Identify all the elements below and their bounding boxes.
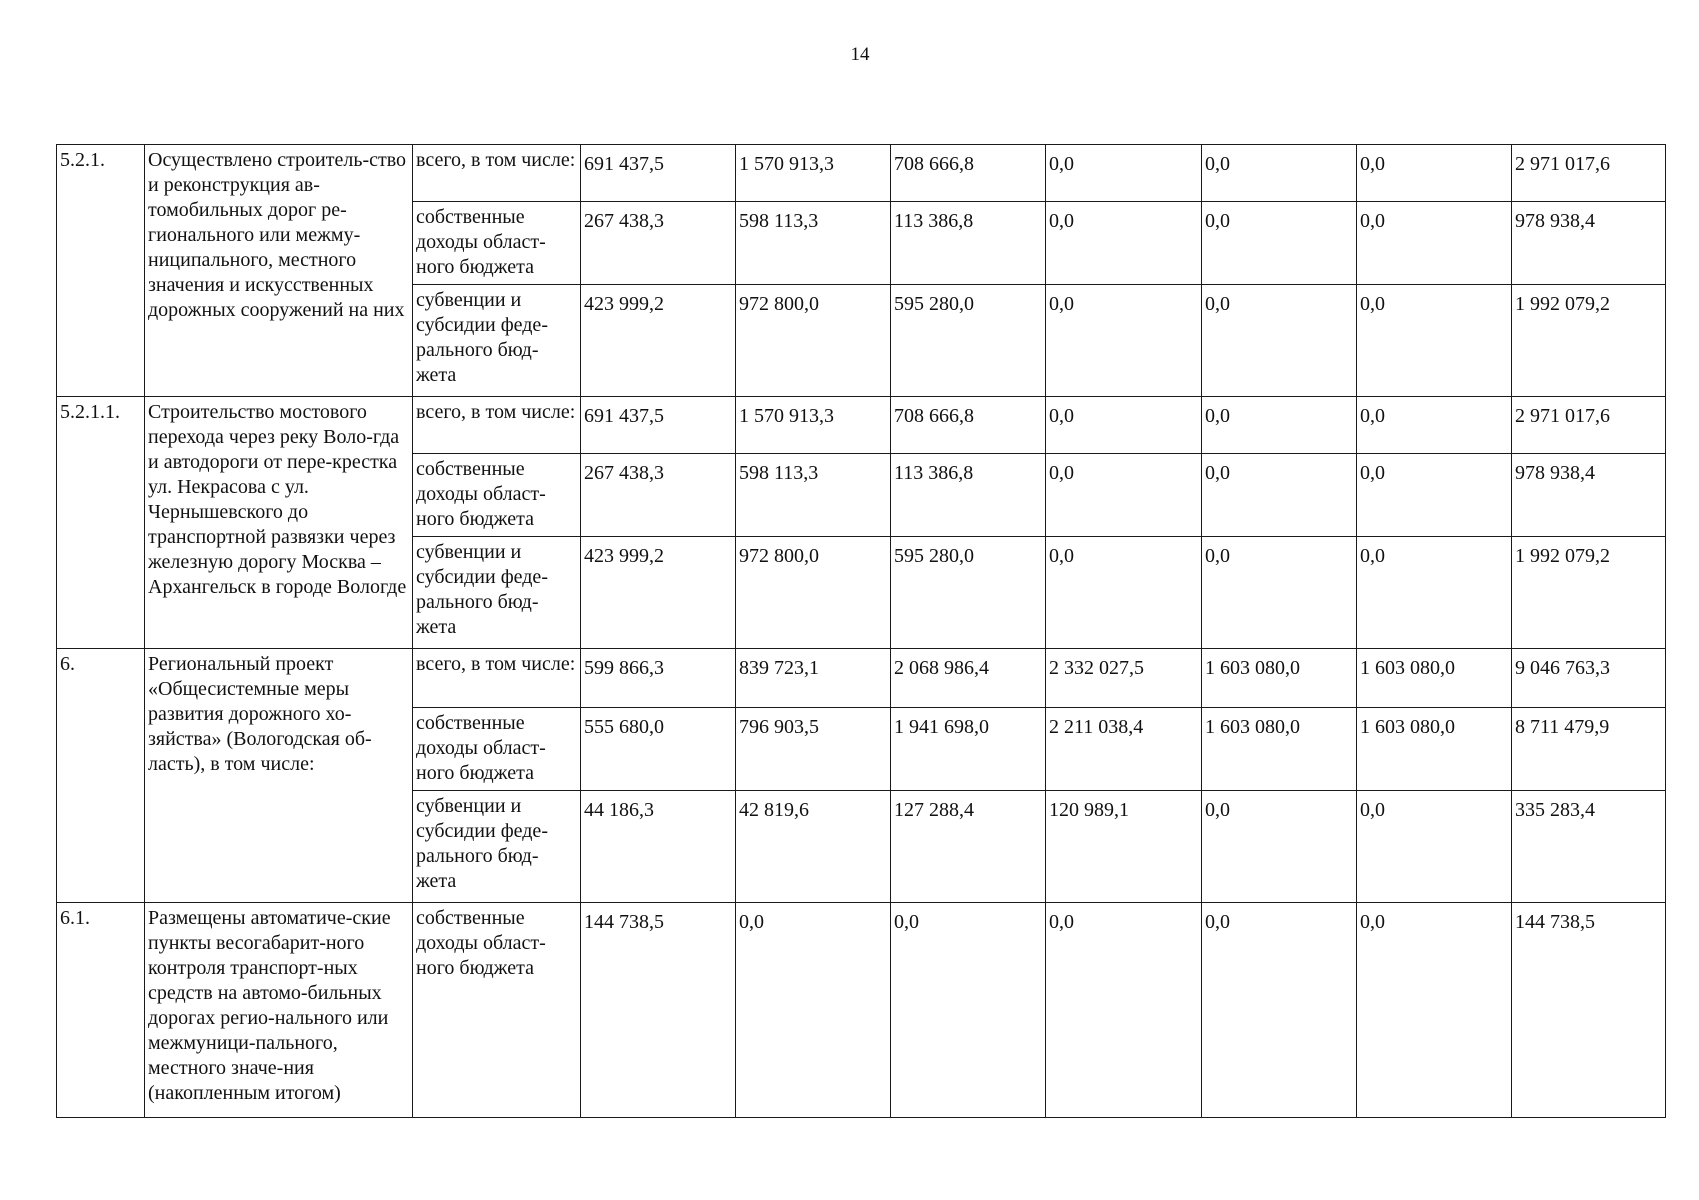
value-cell: 0,0 [1357, 397, 1512, 454]
value-cell: 0,0 [1046, 454, 1202, 537]
budget-table [56, 144, 1666, 1118]
value-cell: 0,0 [1202, 537, 1357, 649]
funding-source: всего, в том числе: [413, 145, 581, 202]
value-cell: 0,0 [1357, 791, 1512, 903]
total-cell: 2 971 017,6 [1512, 145, 1666, 202]
value-cell: 2 332 027,5 [1046, 649, 1202, 708]
value-cell: 0,0 [1046, 397, 1202, 454]
row-number: 6.1. [57, 903, 145, 1118]
funding-source: субвенции и субсидии феде-рального бюд-жета [413, 791, 581, 903]
funding-source: субвенции и субсидии феде-рального бюд-жета [413, 537, 581, 649]
value-cell: 1 603 080,0 [1202, 649, 1357, 708]
value-cell: 2 211 038,4 [1046, 708, 1202, 791]
table-row [57, 903, 1666, 1118]
total-cell: 2 971 017,6 [1512, 397, 1666, 454]
value-cell: 708 666,8 [891, 397, 1046, 454]
value-cell: 708 666,8 [891, 145, 1046, 202]
value-cell: 595 280,0 [891, 537, 1046, 649]
value-cell: 0,0 [1357, 454, 1512, 537]
table-row [57, 397, 1666, 454]
value-cell: 144 738,5 [581, 903, 736, 1118]
row-name: Региональный проект «Общесистемные меры развития дорожного хо-зяйства» (Вологодская об-ласть), в том числе: [145, 649, 413, 903]
table-row [57, 649, 1666, 708]
value-cell: 423 999,2 [581, 537, 736, 649]
row-number: 5.2.1. [57, 145, 145, 397]
value-cell: 0,0 [1357, 903, 1512, 1118]
value-cell: 0,0 [1357, 145, 1512, 202]
value-cell: 0,0 [1202, 791, 1357, 903]
value-cell: 0,0 [1202, 285, 1357, 397]
value-cell: 972 800,0 [736, 537, 891, 649]
value-cell: 555 680,0 [581, 708, 736, 791]
value-cell: 0,0 [1046, 285, 1202, 397]
value-cell: 0,0 [1046, 145, 1202, 202]
value-cell: 691 437,5 [581, 145, 736, 202]
value-cell: 0,0 [1357, 202, 1512, 285]
row-number: 6. [57, 649, 145, 903]
funding-source: всего, в том числе: [413, 649, 581, 708]
total-cell: 1 992 079,2 [1512, 285, 1666, 397]
value-cell: 0,0 [736, 903, 891, 1118]
value-cell: 0,0 [1357, 285, 1512, 397]
value-cell: 595 280,0 [891, 285, 1046, 397]
row-name: Осуществлено строитель-ство и реконструкция ав-томобильных дорог ре-гионального или межму-ниципального, местного значения и искусственных дорожных сооружений на них [145, 145, 413, 397]
funding-source: собственные доходы област-ного бюджета [413, 454, 581, 537]
value-cell: 0,0 [1046, 537, 1202, 649]
total-cell: 1 992 079,2 [1512, 537, 1666, 649]
row-number: 5.2.1.1. [57, 397, 145, 649]
value-cell: 1 570 913,3 [736, 397, 891, 454]
total-cell: 978 938,4 [1512, 454, 1666, 537]
value-cell: 44 186,3 [581, 791, 736, 903]
value-cell: 1 603 080,0 [1357, 649, 1512, 708]
funding-source: всего, в том числе: [413, 397, 581, 454]
value-cell: 267 438,3 [581, 202, 736, 285]
value-cell: 598 113,3 [736, 202, 891, 285]
value-cell: 120 989,1 [1046, 791, 1202, 903]
value-cell: 796 903,5 [736, 708, 891, 791]
value-cell: 598 113,3 [736, 454, 891, 537]
funding-source: собственные доходы област-ного бюджета [413, 202, 581, 285]
total-cell: 978 938,4 [1512, 202, 1666, 285]
value-cell: 2 068 986,4 [891, 649, 1046, 708]
row-name: Размещены автоматиче-ские пункты весогабарит-ного контроля транспорт-ных средств на автомо-бильных дорогах регио-нального или межмуници-пального, местного значе-ния (накопленным итогом) [145, 903, 413, 1118]
value-cell: 113 386,8 [891, 454, 1046, 537]
funding-source: субвенции и субсидии феде-рального бюд-жета [413, 285, 581, 397]
total-cell: 9 046 763,3 [1512, 649, 1666, 708]
page-number: 14 [850, 44, 870, 65]
value-cell: 0,0 [1202, 903, 1357, 1118]
value-cell: 0,0 [1046, 202, 1202, 285]
funding-source: собственные доходы област-ного бюджета [413, 708, 581, 791]
value-cell: 0,0 [1202, 397, 1357, 454]
value-cell: 691 437,5 [581, 397, 736, 454]
value-cell: 0,0 [1046, 903, 1202, 1118]
value-cell: 113 386,8 [891, 202, 1046, 285]
funding-source: собственные доходы област-ного бюджета [413, 903, 581, 1118]
total-cell: 335 283,4 [1512, 791, 1666, 903]
value-cell: 0,0 [1202, 454, 1357, 537]
value-cell: 1 941 698,0 [891, 708, 1046, 791]
value-cell: 0,0 [891, 903, 1046, 1118]
value-cell: 423 999,2 [581, 285, 736, 397]
value-cell: 267 438,3 [581, 454, 736, 537]
value-cell: 599 866,3 [581, 649, 736, 708]
value-cell: 0,0 [1357, 537, 1512, 649]
value-cell: 42 819,6 [736, 791, 891, 903]
value-cell: 1 603 080,0 [1357, 708, 1512, 791]
value-cell: 0,0 [1202, 202, 1357, 285]
row-name: Строительство мостового перехода через реку Воло-гда и автодороги от пере-крестка ул. Некрасова с ул. Чернышевского до транспортной развязки через железную дорогу Москва – Архангельск в городе Вологде [145, 397, 413, 649]
value-cell: 839 723,1 [736, 649, 891, 708]
total-cell: 144 738,5 [1512, 903, 1666, 1118]
value-cell: 0,0 [1202, 145, 1357, 202]
value-cell: 1 570 913,3 [736, 145, 891, 202]
value-cell: 127 288,4 [891, 791, 1046, 903]
value-cell: 1 603 080,0 [1202, 708, 1357, 791]
value-cell: 972 800,0 [736, 285, 891, 397]
total-cell: 8 711 479,9 [1512, 708, 1666, 791]
table-row [57, 145, 1666, 202]
